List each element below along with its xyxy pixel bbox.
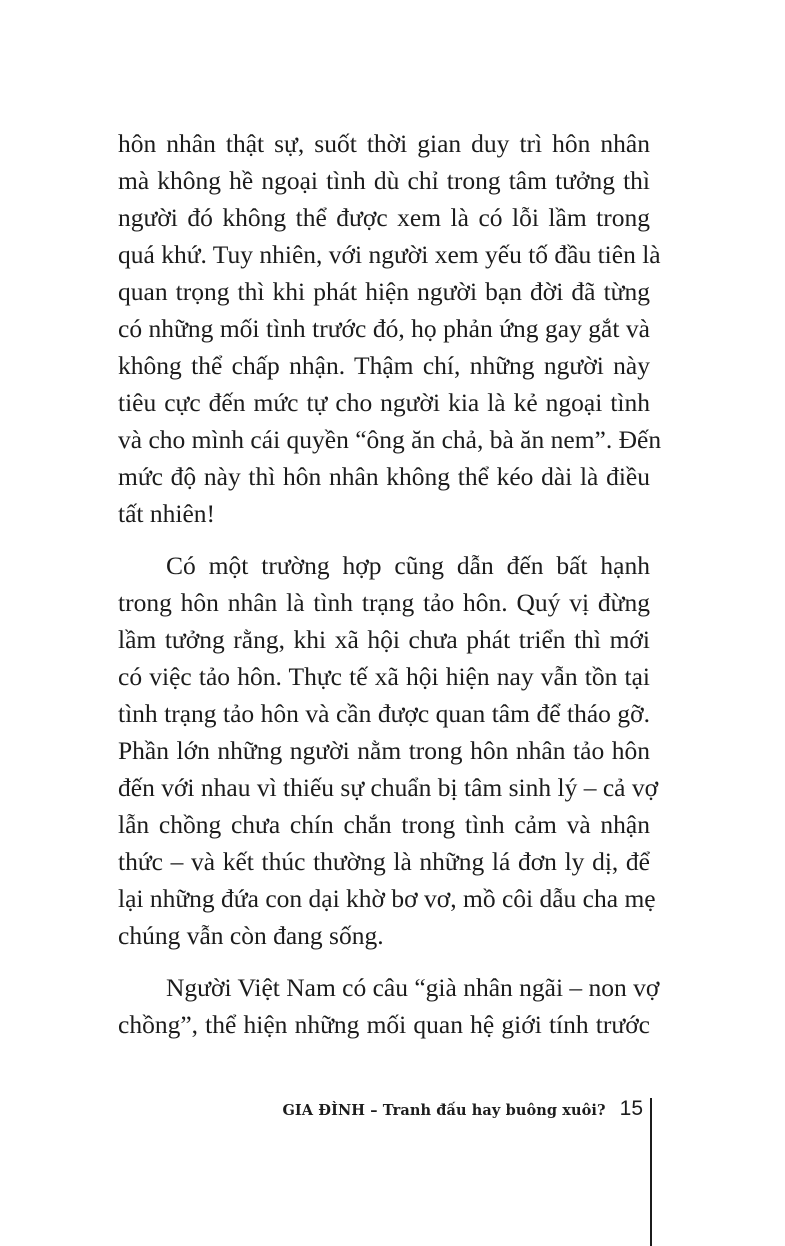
- text-line: trong hôn nhân là tình trạng tảo hôn. Quý vị đừng: [118, 588, 650, 617]
- text-line: Phần lớn những người nằm trong hôn nhân tảo hôn: [118, 736, 650, 765]
- text-line: lại những đứa con dại khờ bơ vơ, mồ côi dẫu cha mẹ: [118, 884, 656, 913]
- footer-book-title: GIA ĐÌNH – Tranh đấu hay buông xuôi?: [282, 1102, 606, 1119]
- text-line: tiêu cực đến mức tự cho người kia là kẻ ngoại tình: [118, 388, 650, 417]
- text-line: hôn nhân thật sự, suốt thời gian duy trì hôn nhân: [118, 129, 650, 158]
- text-line: lẫn chồng chưa chín chắn trong tình cảm và nhận: [118, 810, 650, 839]
- page-number: 15: [619, 1097, 643, 1120]
- text-line: không thể chấp nhận. Thậm chí, những người này: [118, 351, 650, 380]
- vertical-rule: [650, 1098, 652, 1246]
- running-footer: [282, 1097, 643, 1121]
- text-line: mà không hề ngoại tình dù chỉ trong tâm tưởng thì: [118, 166, 650, 195]
- paragraph-2: [118, 547, 659, 954]
- text-line: lầm tưởng rằng, khi xã hội chưa phát triển thì mới: [118, 625, 650, 654]
- text-line: có những mối tình trước đó, họ phản ứng gay gắt và: [118, 314, 650, 343]
- text-line: quá khứ. Tuy nhiên, với người xem yếu tố đầu tiên là: [118, 240, 661, 269]
- text-line: Có một trường hợp cũng dẫn đến bất hạnh: [166, 551, 650, 580]
- body-text: [118, 125, 662, 1043]
- text-line: Người Việt Nam có câu “già nhân ngãi – non vợ: [166, 973, 660, 1002]
- text-line: và cho mình cái quyền “ông ăn chả, bà ăn nem”. Đến: [118, 425, 662, 454]
- text-line: mức độ này thì hôn nhân không thể kéo dài là điều: [118, 462, 650, 491]
- text-line: thức – và kết thúc thường là những lá đơn ly dị, để: [118, 847, 650, 876]
- text-line: tất nhiên!: [118, 499, 216, 528]
- text-line: người đó không thể được xem là có lỗi lầm trong: [118, 203, 650, 232]
- text-line: chúng vẫn còn đang sống.: [118, 921, 384, 950]
- text-line: tình trạng tảo hôn và cần được quan tâm để tháo gỡ.: [118, 699, 650, 728]
- text-line: quan trọng thì khi phát hiện người bạn đời đã từng: [118, 277, 650, 306]
- paragraph-3: [118, 969, 660, 1043]
- text-line: có việc tảo hôn. Thực tế xã hội hiện nay vẫn tồn tại: [118, 662, 650, 691]
- text-line: đến với nhau vì thiếu sự chuẩn bị tâm sinh lý – cả vợ: [118, 773, 659, 802]
- paragraph-1: [118, 125, 662, 532]
- text-line: chồng”, thể hiện những mối quan hệ giới tính trước: [118, 1010, 650, 1039]
